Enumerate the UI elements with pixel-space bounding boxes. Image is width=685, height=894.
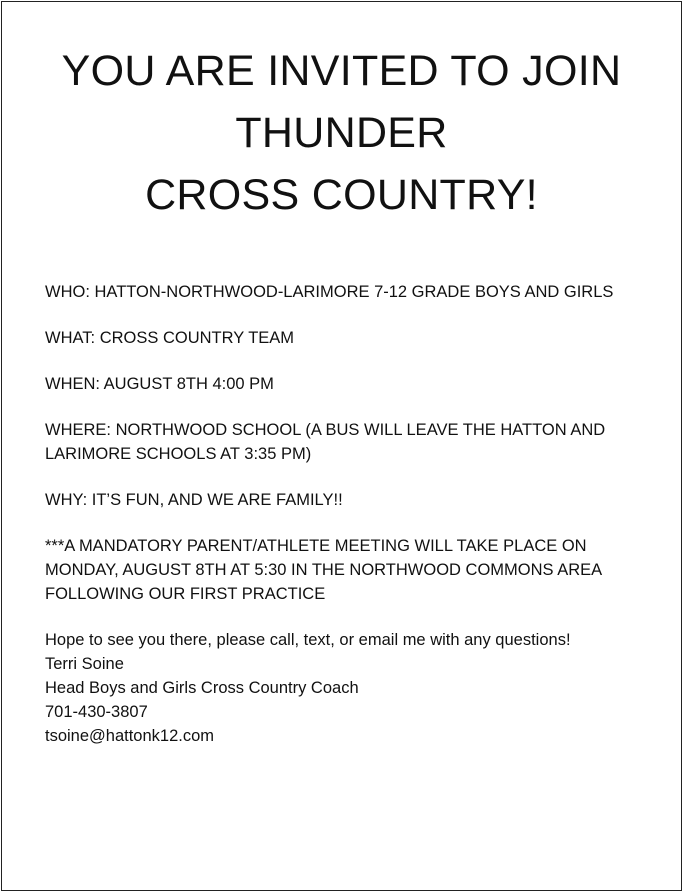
why-line: WHY: IT’S FUN, AND WE ARE FAMILY!! [45, 491, 343, 509]
who-line: WHO: HATTON-NORTHWOOD-LARIMORE 7-12 GRADE BOYS AND GIRLS [45, 283, 614, 301]
coach-name: Terri Soine [45, 655, 124, 673]
when-line: WHEN: AUGUST 8TH 4:00 PM [45, 375, 274, 393]
what-line: WHAT: CROSS COUNTRY TEAM [45, 329, 295, 347]
coach-email: tsoine@hattonk12.com [45, 727, 215, 745]
coach-role: Head Boys and Girls Cross Country Coach [45, 679, 359, 697]
title-line-2: THUNDER [235, 109, 448, 157]
flyer-body [45, 280, 655, 748]
contact-message: Hope to see you there, please call, text, or email me with any questions! [45, 631, 571, 649]
meeting-notice: ***A MANDATORY PARENT/ATHLETE MEETING WILL TAKE PLACE ON MONDAY, AUGUST 8TH AT 5:30 IN THE NORTHWOOD COMMONS AREA FOLLOWING OUR FIRST PRACTICE [45, 537, 602, 603]
where-line: WHERE: NORTHWOOD SCHOOL (A BUS WILL LEAVE THE HATTON AND LARIMORE SCHOOLS AT 3:35 PM) [45, 421, 606, 463]
title-line-1: YOU ARE INVITED TO JOIN [61, 47, 622, 95]
flyer-page [1, 1, 682, 891]
title-line-3: CROSS COUNTRY! [145, 171, 538, 219]
contact-block [45, 628, 655, 748]
flyer-title [2, 40, 681, 226]
coach-phone: 701-430-3807 [45, 703, 148, 721]
